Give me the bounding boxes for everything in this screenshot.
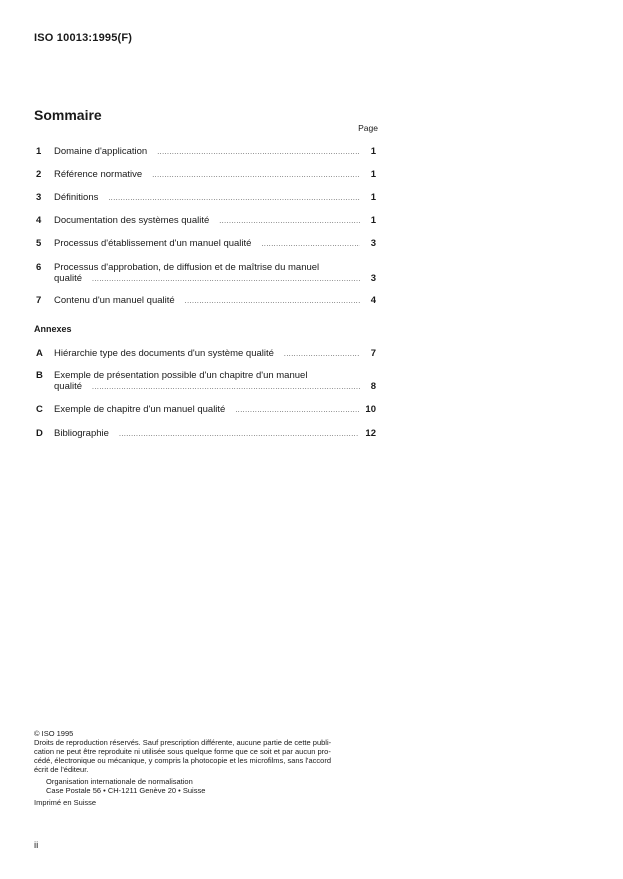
copyright-line: © ISO 1995 — [34, 729, 74, 738]
dot-leader — [185, 296, 360, 307]
toc-entry-page: 3 — [370, 238, 376, 249]
toc-entry-title: Domaine d'application — [54, 146, 148, 157]
toc-entry-page: 10 — [365, 404, 376, 415]
dot-leader — [92, 382, 360, 393]
toc-entry-title: Processus d'approbation, de diffusion et de maîtrise du manuel — [54, 262, 320, 273]
toc-entry-number: 5 — [36, 238, 42, 249]
toc-entry-number: 3 — [36, 192, 42, 203]
toc-entry-title: qualité — [54, 381, 82, 392]
toc-entry-title: qualité — [54, 273, 82, 284]
dot-leader — [92, 274, 360, 285]
toc-entry-number: D — [36, 428, 43, 439]
toc-entry-number: C — [36, 404, 43, 415]
rights-line-1: Droits de reproduction réservés. Sauf prescription différente, aucune partie de cette publi- — [34, 738, 332, 747]
organization-address: Case Postale 56 • CH-1211 Genève 20 • Suisse — [46, 786, 206, 795]
toc-entry-title: Référence normative — [54, 169, 143, 180]
printed-in: Imprimé en Suisse — [34, 798, 97, 807]
page-number: ii — [34, 840, 39, 851]
toc-entry-number: 1 — [36, 146, 42, 157]
toc-entry-number: 2 — [36, 169, 42, 180]
toc-entry-page: 1 — [370, 146, 376, 157]
toc-entry-page: 4 — [370, 295, 376, 306]
toc-entry-title: Exemple de présentation possible d'un chapitre d'un manuel — [54, 370, 308, 381]
dot-leader — [152, 170, 360, 181]
page-header: ISO 10013:1995(F) — [34, 32, 133, 44]
rights-line-3: cédé, électronique ou mécanique, y compris la photocopie et les microfilms, sans l'accord — [34, 756, 331, 765]
toc-entry-title: Hiérarchie type des documents d'un système qualité — [54, 348, 274, 359]
toc-entry-title: Définitions — [54, 192, 99, 203]
toc-entry-page: 8 — [370, 381, 376, 392]
toc-entry-number: B — [36, 370, 43, 381]
dot-leader — [157, 147, 360, 158]
toc-entry-number: A — [36, 348, 43, 359]
toc-entry-title: Exemple de chapitre d'un manuel qualité — [54, 404, 226, 415]
toc-entry-number: 7 — [36, 295, 42, 306]
toc-entry-page: 3 — [370, 273, 376, 284]
toc-entry-title: Bibliographie — [54, 428, 109, 439]
toc-entry-title: Documentation des systèmes qualité — [54, 215, 210, 226]
toc-entry-title: Processus d'établissement d'un manuel qualité — [54, 238, 252, 249]
dot-leader — [108, 193, 360, 204]
copyright-footer — [34, 729, 384, 807]
toc-entry-page: 1 — [370, 215, 376, 226]
dot-leader — [235, 405, 359, 416]
toc-title: Sommaire — [34, 107, 102, 123]
toc-entry-title: Contenu d'un manuel qualité — [54, 295, 175, 306]
page-column-label: Page — [358, 123, 378, 133]
toc-entry-number: 6 — [36, 262, 42, 273]
toc-entry-page: 1 — [370, 192, 376, 203]
annexes-heading: Annexes — [34, 324, 72, 334]
dot-leader — [219, 216, 360, 227]
toc-entry-page: 7 — [370, 348, 376, 359]
toc-entry-number: 4 — [36, 215, 42, 226]
toc-entry-page: 12 — [365, 428, 376, 439]
toc-entry-page: 1 — [370, 169, 376, 180]
organization-name: Organisation internationale de normalisation — [46, 777, 193, 786]
rights-line-2: cation ne peut être reproduite ni utilisée sous quelque forme que ce soit et par aucun pro- — [34, 747, 331, 756]
rights-line-4: écrit de l'éditeur. — [34, 765, 89, 774]
dot-leader — [261, 239, 360, 250]
dot-leader — [119, 429, 359, 440]
dot-leader — [284, 349, 360, 360]
